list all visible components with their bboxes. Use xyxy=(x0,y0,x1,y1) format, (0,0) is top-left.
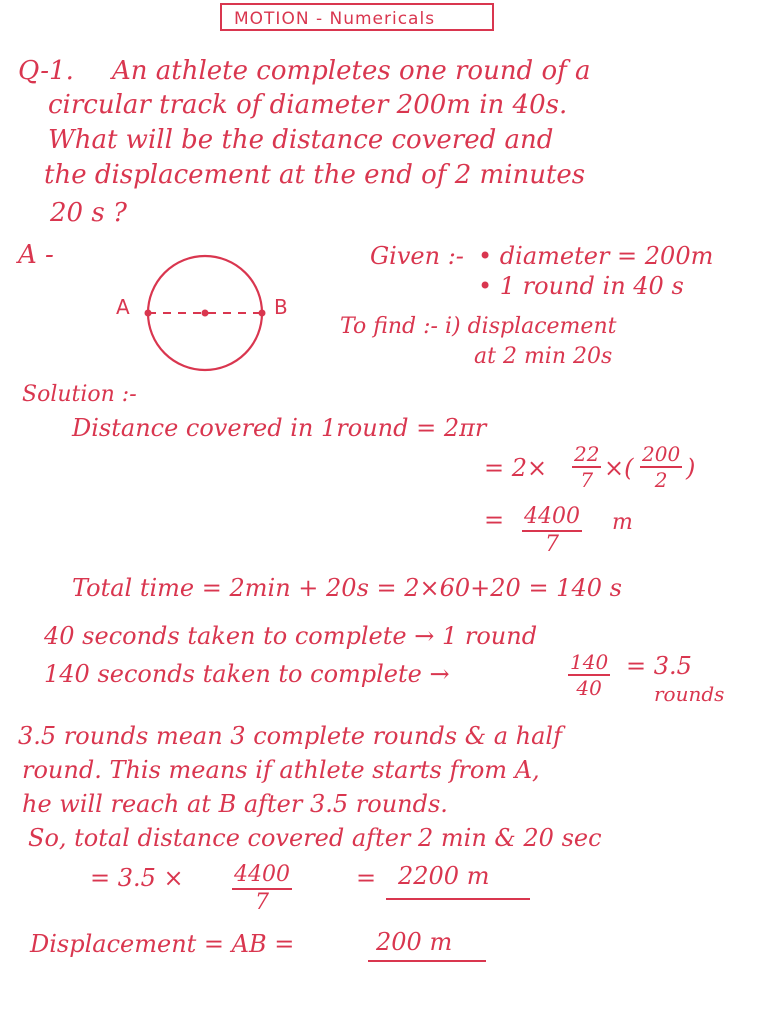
eq1-times: ×( xyxy=(604,454,634,482)
eq2-unit: m xyxy=(612,510,633,535)
fraction-140-40 xyxy=(568,652,610,698)
point-b-label: B xyxy=(274,295,288,319)
given-item-2: • 1 round in 40 s xyxy=(478,272,684,300)
explanation-line-4: So, total distance covered after 2 min & 20 sec xyxy=(28,824,602,852)
solution-label: Solution :- xyxy=(22,382,137,407)
point-a-label: A xyxy=(116,295,130,319)
total-time-line: Total time = 2min + 20s = 2×60+20 = 140 s xyxy=(72,574,622,602)
fraction-numerator: 22 xyxy=(574,442,600,466)
fraction-numerator: 140 xyxy=(570,650,609,674)
rate-result: = 3.5 xyxy=(626,652,692,680)
point-a-dot xyxy=(145,310,152,317)
question-line-4: the displacement at the end of 2 minutes xyxy=(44,160,586,190)
center-dot xyxy=(202,310,209,317)
fraction-denominator: 7 xyxy=(255,890,269,915)
to-find-line-2: at 2 min 20s xyxy=(474,344,613,369)
question-line-2: circular track of diameter 200m in 40s. xyxy=(48,90,568,120)
fraction-denominator: 2 xyxy=(654,468,668,492)
question-line-3: What will be the distance covered and xyxy=(48,125,554,155)
fraction-numerator: 4400 xyxy=(232,864,292,890)
fraction-denominator: 7 xyxy=(545,532,559,557)
displacement-result: 200 m xyxy=(376,928,453,956)
question-label: Q-1. xyxy=(18,56,74,86)
fraction-200-2 xyxy=(640,444,682,490)
explanation-line-1: 3.5 rounds mean 3 complete rounds & a half xyxy=(18,722,562,750)
fraction-4400-7-final xyxy=(232,864,292,914)
displacement-underline xyxy=(368,960,486,962)
rate-unit: rounds xyxy=(654,682,725,706)
question-line-1: An athlete completes one round of a xyxy=(112,56,591,86)
rate-line-1: 40 seconds taken to complete → 1 round xyxy=(44,622,538,650)
final-distance-underline xyxy=(386,898,530,900)
question-line-5: 20 s ? xyxy=(50,198,127,228)
fraction-22-7 xyxy=(572,444,601,490)
fraction-denominator: 40 xyxy=(576,676,602,700)
answer-label: A - xyxy=(18,240,54,270)
eq1-close: ) xyxy=(686,454,696,482)
to-find-line-1: To find :- i) displacement xyxy=(340,314,617,339)
given-item-1: • diameter = 200m xyxy=(478,242,714,270)
final-distance-result: 2200 m xyxy=(398,862,490,890)
final-prefix: = 3.5 × xyxy=(90,864,184,892)
fraction-numerator: 200 xyxy=(642,442,681,466)
eq1-prefix: = 2× xyxy=(484,454,548,482)
final-equals: = xyxy=(356,864,377,892)
explanation-line-2: round. This means if athlete starts from A, xyxy=(22,756,540,784)
displacement-line: Displacement = AB = xyxy=(30,930,295,958)
distance-line: Distance covered in 1round = 2πr xyxy=(72,414,487,442)
rate-line-2: 140 seconds taken to complete → xyxy=(44,660,450,688)
eq2-prefix: = xyxy=(484,506,505,534)
fraction-denominator: 7 xyxy=(580,468,594,492)
fraction-4400-7 xyxy=(522,506,582,556)
fraction-numerator: 4400 xyxy=(522,506,582,532)
page-title: MOTION - Numericals xyxy=(234,9,436,29)
given-label: Given :- xyxy=(370,242,464,270)
explanation-line-3: he will reach at B after 3.5 rounds. xyxy=(22,790,448,818)
point-b-dot xyxy=(259,310,266,317)
